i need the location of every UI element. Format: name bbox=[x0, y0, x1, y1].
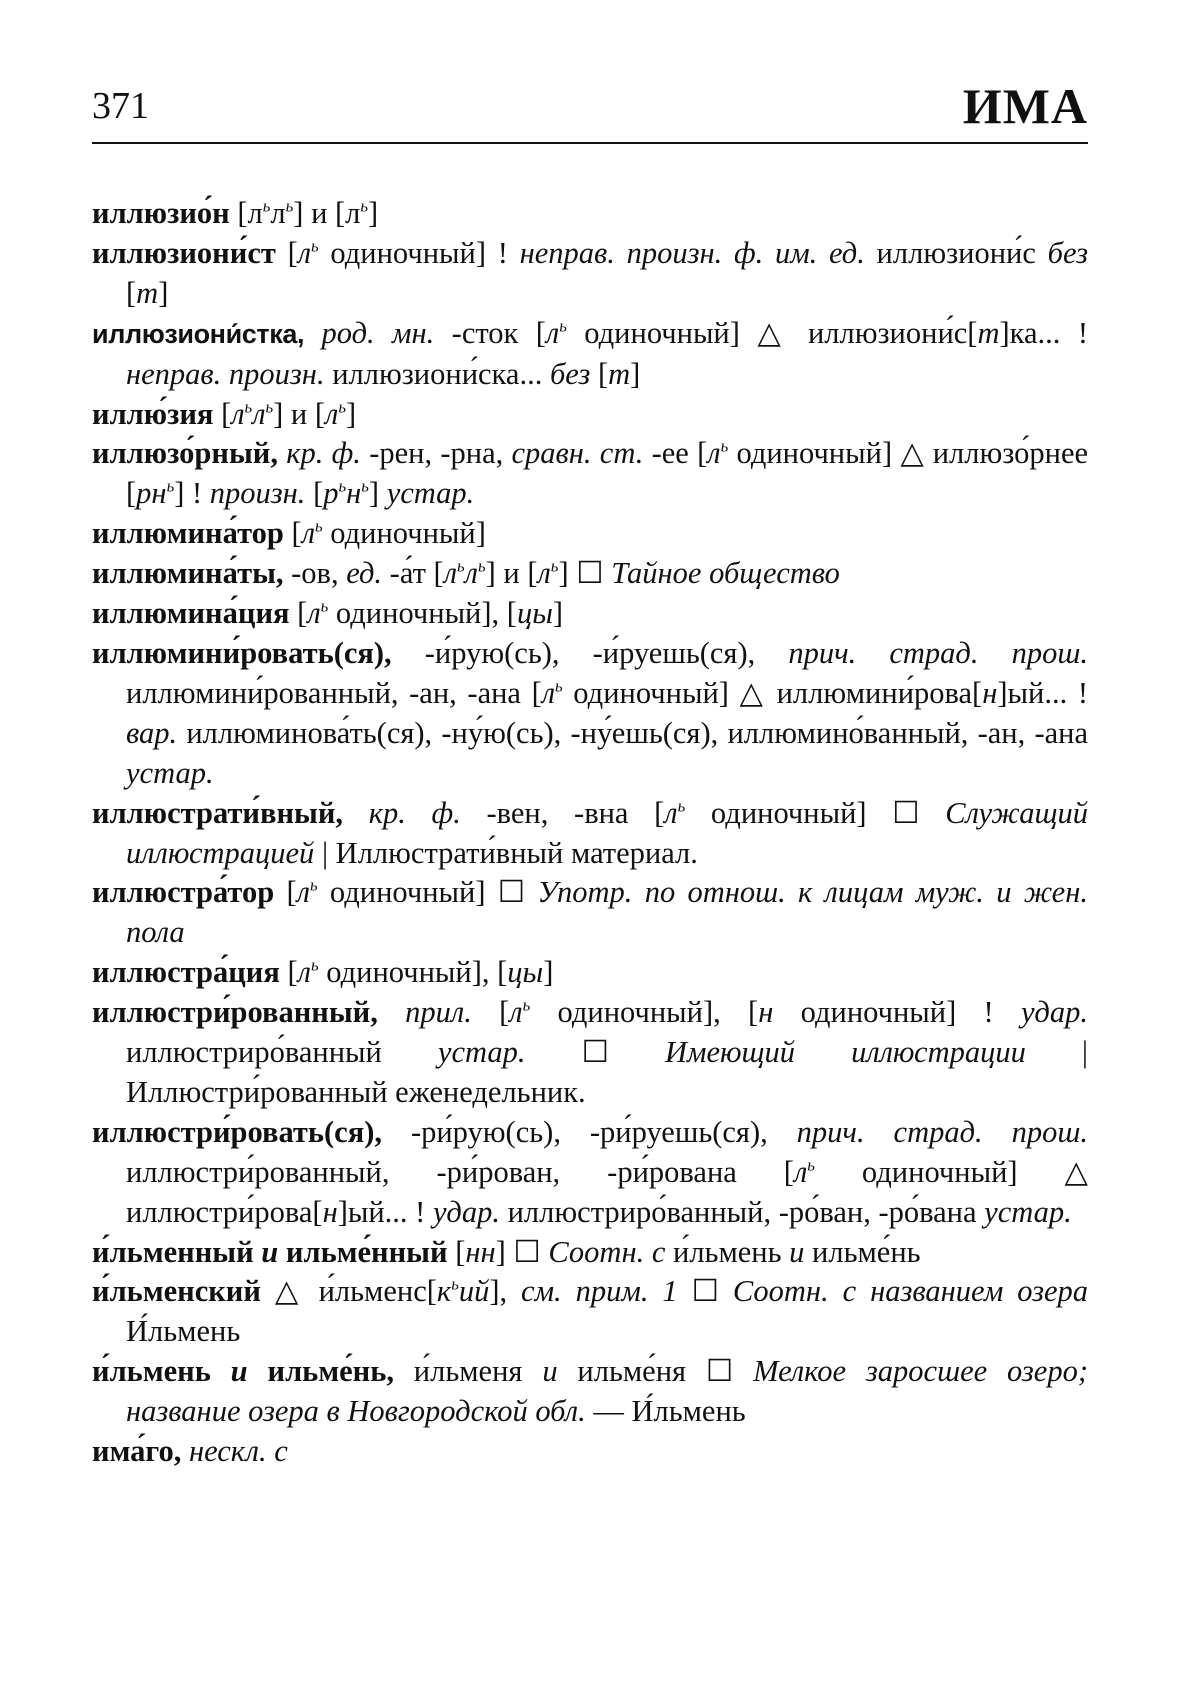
entry-text: [ bbox=[274, 875, 297, 910]
palatal-mark: ь bbox=[807, 1155, 815, 1175]
italic-text: сравн. ст. bbox=[511, 436, 644, 471]
entry-text: одиночный] ☐ bbox=[317, 875, 538, 910]
italic-text: л bbox=[541, 675, 556, 710]
entry-text: ] bbox=[345, 396, 357, 431]
entry-text: одиночный] ☐ bbox=[685, 795, 946, 830]
headword: иллюмини́ровать(ся), bbox=[92, 635, 392, 670]
entry-text: одиночный] △ иллюмини́рова[ bbox=[562, 675, 983, 710]
entry-text: и́льменя bbox=[393, 1354, 543, 1389]
headword: иллюзиони́стка, bbox=[92, 318, 305, 349]
headword: иллюзо́рный, bbox=[92, 436, 278, 471]
italic-text: л bbox=[307, 596, 321, 631]
entry-text: одиночный] ! bbox=[773, 995, 1021, 1030]
dictionary-entry bbox=[92, 634, 1088, 794]
italic-text: л bbox=[707, 436, 721, 471]
conjunction-text: и bbox=[253, 1234, 286, 1269]
italic-text: устар. bbox=[437, 1035, 526, 1070]
dictionary-entry bbox=[92, 234, 1088, 314]
palatal-mark: ь bbox=[338, 476, 347, 496]
dictionary-entry bbox=[92, 594, 1088, 634]
headword: иллюмина́тор bbox=[92, 516, 284, 551]
entry-text: -и́рую(сь), -и́руешь(ся), bbox=[391, 635, 789, 670]
entry-text: [ bbox=[289, 596, 308, 631]
palatal-mark: ь bbox=[677, 795, 686, 815]
headword: иллюстрати́вный, bbox=[92, 795, 344, 830]
italic-text: л bbox=[509, 995, 523, 1030]
entry-text: -рен, -рна, bbox=[360, 436, 512, 471]
italic-text: Употр. по отнош. к лицам муж. и жен. пола bbox=[126, 875, 1088, 950]
palatal-mark: ь bbox=[522, 995, 531, 1015]
italic-text: л bbox=[664, 795, 678, 830]
entry-text: ]ый... ! bbox=[337, 1194, 433, 1229]
italic-text: нн bbox=[465, 1234, 496, 1269]
dictionary-entry bbox=[92, 794, 1088, 874]
headword: и́льмень bbox=[92, 1354, 211, 1389]
dictionary-entry bbox=[92, 1272, 1088, 1352]
conjunction-text: и bbox=[210, 1354, 268, 1389]
entry-text: ] bbox=[368, 476, 387, 511]
italic-text: прич. страд. прош. bbox=[788, 635, 1088, 670]
dictionary-entries bbox=[92, 194, 1088, 1472]
headword: иллюстра́тор bbox=[92, 875, 275, 910]
entry-text: -вен, -вна [ bbox=[460, 795, 665, 830]
italic-text: л bbox=[545, 315, 560, 350]
entry-text: иллюмини́рованный, -ан, -ана [ bbox=[126, 675, 542, 710]
italic-text: л bbox=[252, 396, 266, 431]
italic-text: вар. bbox=[126, 715, 178, 750]
palatal-mark: ь bbox=[315, 516, 323, 536]
headword: иллю́зия bbox=[92, 396, 214, 431]
entry-text: [ bbox=[283, 516, 302, 551]
entry-text: △ и́льменс[ bbox=[260, 1274, 437, 1309]
entry-text: ] bbox=[158, 275, 169, 310]
italic-text: Тайное общество bbox=[611, 556, 840, 591]
entry-text: и́льмень bbox=[665, 1234, 790, 1269]
palatal-mark: ь bbox=[451, 1274, 459, 1294]
italic-text: см. прим. 1 bbox=[521, 1274, 678, 1309]
italic-text: Соотн. с названием озера bbox=[732, 1274, 1088, 1309]
italic-text: л bbox=[793, 1154, 808, 1189]
entry-text: одиночный] △ иллюстри́рова[ bbox=[126, 1154, 1088, 1229]
italic-text: без bbox=[549, 356, 591, 391]
italic-text: неправ. произн. ф. им. ед. bbox=[519, 235, 865, 270]
running-head bbox=[92, 60, 1088, 144]
entry-text: ] и [л bbox=[293, 196, 361, 230]
italic-text: и bbox=[542, 1354, 558, 1389]
dictionary-page bbox=[92, 60, 1088, 1472]
italic-text: л bbox=[443, 556, 457, 591]
entry-text: -а́т [ bbox=[382, 556, 444, 591]
entry-text: ] bbox=[368, 196, 379, 230]
entry-text: ] ☐ bbox=[558, 556, 612, 591]
italic-text: л bbox=[297, 235, 312, 270]
entry-text: ] ! bbox=[174, 476, 210, 511]
entry-text: ] bbox=[543, 955, 554, 990]
entry-text: одиночный] ! bbox=[318, 235, 520, 270]
italic-text: удар. bbox=[432, 1194, 500, 1229]
italic-text: н bbox=[982, 675, 998, 710]
entry-text: иллюзиони́с bbox=[864, 235, 1048, 270]
dictionary-entry bbox=[92, 1352, 1088, 1432]
entry-text: -ри́рую(сь), -ри́руешь(ся), bbox=[382, 1114, 797, 1149]
entry-text: одиночный], [ bbox=[318, 955, 508, 990]
italic-text: устар. bbox=[126, 755, 214, 790]
headword: иллюстра́ция bbox=[92, 955, 280, 990]
palatal-mark: ь bbox=[311, 236, 319, 256]
italic-text: л bbox=[464, 556, 478, 591]
entry-text: одиночный] △ иллюзиони́с[ bbox=[566, 315, 978, 350]
entry-text: одиночный], [ bbox=[328, 596, 517, 631]
entry-text: ] ☐ bbox=[495, 1234, 549, 1269]
entry-text: [ bbox=[213, 396, 232, 431]
entry-text: ]ый... ! bbox=[997, 675, 1088, 710]
palatal-mark: ь bbox=[361, 476, 369, 496]
entry-text: [ bbox=[590, 356, 609, 391]
italic-text: ий bbox=[458, 1274, 490, 1309]
dictionary-entry bbox=[92, 554, 1088, 594]
entry-text: [ bbox=[126, 275, 137, 310]
entry-text: ☐ bbox=[677, 1274, 733, 1309]
headword: има́го, bbox=[92, 1434, 182, 1469]
entry-text: -ов, bbox=[283, 556, 347, 591]
entry-text: [ bbox=[279, 955, 298, 990]
palatal-mark: ь bbox=[244, 396, 253, 416]
entry-text: ] и [ bbox=[485, 556, 538, 591]
entry-text: иллюминова́ть(ся), -ну́ю(сь), -ну́ешь(ся), иллюмино́ванный, -ан, -ана bbox=[177, 715, 1088, 750]
italic-text: нескл. с bbox=[188, 1434, 288, 1469]
headword: и́льменный bbox=[92, 1234, 254, 1269]
entry-text: | Иллюстрати́вный материал. bbox=[314, 835, 698, 870]
headword: иллюмина́ция bbox=[92, 596, 290, 631]
entry-text: одиночный] △ иллюзо́рнее [ bbox=[126, 436, 1089, 511]
entry-text: ] bbox=[552, 596, 564, 631]
palatal-mark: ь bbox=[310, 955, 319, 975]
dictionary-entry bbox=[92, 514, 1088, 554]
italic-text: кр. ф. bbox=[368, 795, 461, 830]
italic-text: л bbox=[301, 516, 315, 551]
italic-text: р bbox=[323, 476, 339, 511]
headword: иллюстри́рованный, bbox=[92, 995, 378, 1030]
italic-text: н bbox=[322, 1194, 338, 1229]
italic-text: л bbox=[297, 955, 311, 990]
italic-text: л bbox=[231, 396, 245, 431]
entry-text bbox=[378, 995, 405, 1029]
italic-text: л bbox=[537, 556, 551, 591]
italic-text: неправ. произн. bbox=[126, 356, 325, 391]
headword: иллюмина́ты, bbox=[92, 556, 284, 591]
italic-text: Соотн. с bbox=[548, 1234, 666, 1269]
entry-text: И́льмень bbox=[126, 1314, 241, 1349]
italic-text: Имеющий иллюстрации bbox=[664, 1035, 1026, 1070]
italic-text: прил. bbox=[405, 995, 472, 1030]
entry-text bbox=[343, 796, 369, 830]
headword: и́льменский bbox=[92, 1274, 261, 1309]
entry-text: [ bbox=[275, 235, 298, 270]
dictionary-entry bbox=[92, 194, 1088, 234]
palatal-mark: ь bbox=[265, 396, 274, 416]
palatal-mark: ь bbox=[457, 556, 465, 576]
dictionary-entry bbox=[92, 953, 1088, 993]
italic-text: рн bbox=[136, 476, 167, 511]
dictionary-entry bbox=[92, 1113, 1088, 1233]
italic-text: н bbox=[346, 476, 362, 511]
entry-text: ] bbox=[630, 356, 641, 391]
headword: иллюзиони́ст bbox=[92, 235, 276, 270]
headword: иллюстри́ровать(ся), bbox=[92, 1114, 383, 1149]
entry-text: иллюстриро́ванный, -ро́ван, -ро́вана bbox=[499, 1194, 985, 1229]
entry-text: -ее [ bbox=[643, 436, 708, 471]
italic-text: прич. страд. прош. bbox=[796, 1114, 1088, 1149]
italic-text: Служащий иллюстрацией bbox=[126, 795, 1089, 870]
entry-text: ильме́ня ☐ bbox=[557, 1354, 754, 1389]
italic-text: к bbox=[436, 1274, 452, 1309]
italic-text: т bbox=[136, 275, 159, 310]
italic-text: н bbox=[758, 995, 774, 1030]
entry-text: иллюзиони́ска... bbox=[324, 356, 550, 391]
entry-text bbox=[278, 436, 286, 470]
entry-text: ] и [ bbox=[273, 396, 326, 431]
entry-text: л bbox=[270, 196, 286, 230]
palatal-mark: ь bbox=[338, 396, 346, 416]
entry-text: ]ка... ! bbox=[999, 315, 1088, 350]
entry-text: [ bbox=[447, 1234, 466, 1269]
dictionary-entry bbox=[92, 395, 1088, 435]
dictionary-entry bbox=[92, 1432, 1088, 1472]
page-number: 371 bbox=[92, 85, 149, 127]
catchword: ИМА bbox=[962, 78, 1088, 134]
entry-text: [ bbox=[305, 476, 324, 511]
palatal-mark: ь bbox=[559, 315, 567, 335]
dictionary-entry bbox=[92, 993, 1088, 1113]
entry-text: | Иллюстри́рованный еженедельник. bbox=[126, 1035, 1088, 1109]
entry-text: [л bbox=[229, 196, 263, 230]
entry-text: ☐ bbox=[525, 1035, 665, 1070]
palatal-mark: ь bbox=[555, 676, 563, 696]
italic-text: без bbox=[1047, 235, 1088, 270]
italic-text: род. мн. bbox=[321, 315, 435, 350]
entry-text bbox=[304, 316, 321, 350]
headword: ильме́нь, bbox=[267, 1354, 394, 1389]
italic-text: ед. bbox=[346, 556, 383, 591]
italic-text: кр. ф. bbox=[286, 436, 361, 471]
palatal-mark: ь bbox=[166, 476, 175, 496]
dictionary-entry bbox=[92, 873, 1088, 953]
italic-text: цы bbox=[516, 596, 553, 631]
entry-text: ильме́нь bbox=[804, 1234, 921, 1269]
palatal-mark: ь bbox=[360, 196, 369, 216]
palatal-mark: ь bbox=[477, 556, 486, 576]
italic-text: устар. bbox=[386, 476, 475, 511]
palatal-mark: ь bbox=[309, 875, 318, 895]
italic-text: т bbox=[608, 356, 631, 391]
headword: ильме́нный bbox=[285, 1234, 448, 1269]
italic-text: Мелкое заросшее озеро; название озера в Новгородской обл. bbox=[126, 1354, 1088, 1429]
palatal-mark: ь bbox=[720, 436, 729, 456]
entry-text: ], bbox=[489, 1274, 522, 1309]
dictionary-entry bbox=[92, 1233, 1088, 1273]
entry-text: -сток [ bbox=[434, 315, 546, 350]
entry-text: иллюстриро́ванный bbox=[126, 1035, 438, 1070]
entry-text: [ bbox=[471, 995, 510, 1030]
palatal-mark: ь bbox=[550, 556, 559, 576]
entry-text: одиночный], [ bbox=[530, 995, 759, 1030]
italic-text: устар. bbox=[984, 1194, 1072, 1229]
dictionary-entry bbox=[92, 314, 1088, 395]
italic-text: цы bbox=[507, 955, 544, 990]
italic-text: произн. bbox=[209, 476, 306, 511]
entry-text: — И́льмень bbox=[585, 1394, 746, 1429]
entry-text: иллюстри́рованный, -ри́рован, -ри́рована [ bbox=[126, 1154, 794, 1189]
italic-text: и bbox=[789, 1234, 805, 1269]
italic-text: т bbox=[977, 315, 1000, 350]
palatal-mark: ь bbox=[320, 596, 329, 616]
entry-text: одиночный] bbox=[322, 516, 486, 551]
italic-text: л bbox=[325, 396, 339, 431]
palatal-mark: ь bbox=[285, 196, 294, 216]
dictionary-entry bbox=[92, 434, 1088, 514]
italic-text: удар. bbox=[1020, 995, 1088, 1030]
italic-text: л bbox=[296, 875, 310, 910]
headword: иллюзио́н bbox=[92, 196, 230, 230]
entry-text bbox=[181, 1434, 189, 1468]
palatal-mark: ь bbox=[262, 196, 271, 216]
